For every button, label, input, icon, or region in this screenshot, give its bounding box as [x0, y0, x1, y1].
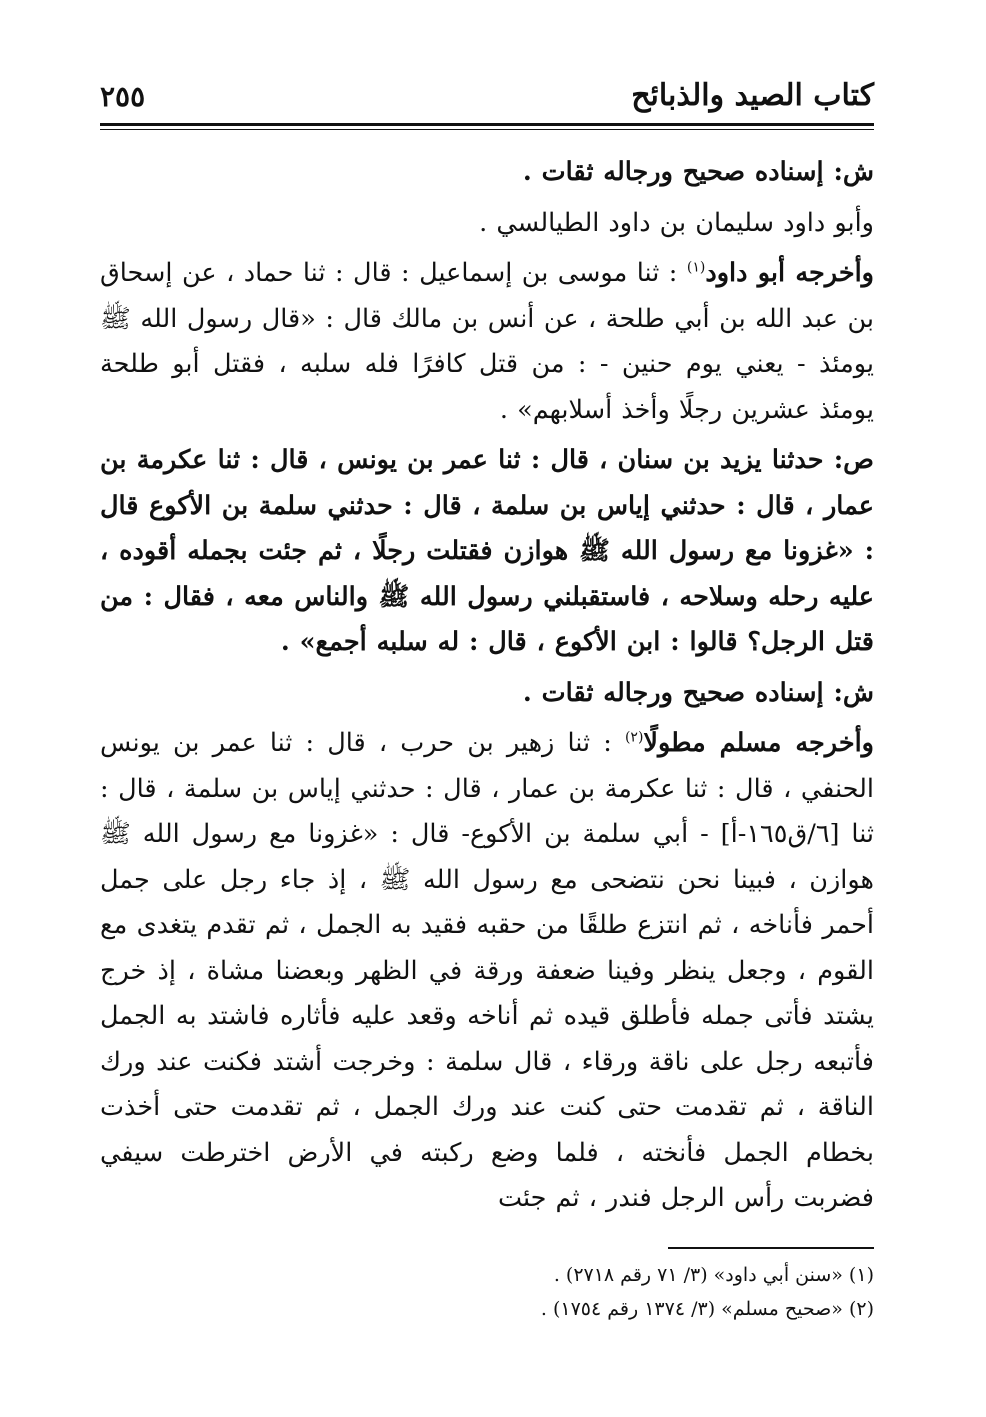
footnote-2: (٢) «صحيح مسلم» (٣/ ١٣٧٤ رقم ١٧٥٤) . — [540, 1298, 874, 1320]
footnote-1: (١) «سنن أبي داود» (٣/ ٧١ رقم ٢٧١٨) . — [553, 1264, 874, 1286]
body-text — [100, 150, 874, 1227]
paragraph-text: : ثنا موسى بن إسماعيل : قال : ثنا حماد ، عن إسحاق بن عبد الله بن أبي طلحة ، عن أنس بن مالك قال : «قال رسول الله ﷺ يومئذ - يعني يوم حنين - : من قتل كافرًا فله سلبه ، فقتل أبو طلحة يومئذ عشرين رجلًا وأخذ أسلابهم» . — [100, 258, 874, 425]
paragraph-text: : ثنا زهير بن حرب ، قال : ثنا عمر بن يونس الحنفي ، قال : ثنا عكرمة بن عمار ، قال : حدثني إياس بن سلمة ، قال : ثنا [٦/ق١٦٥-أ] - أبي سلمة بن الأكوع- قال : «غزونا مع رسول الله ﷺ هوازن ، فبينا نحن نتضحى مع رسول الله ﷺ ، إذ جاء رجل على جمل أحمر فأناخه ، ثم انتزع طلقًا من حقبه فقيد به الجمل ، ثم تقدم يتغدى مع القوم ، وجعل ينظر وفينا ضعفة ورقة في الظهر وبعضنا مشاة ، إذ خرج يشتد فأتى جمله فأطلق قيده ثم أناخه وقعد عليه فأثاره فاشتد به الجمل فأتبعه رجل على ناقة ورقاء ، قال سلمة : وخرجت أشتد فكنت عند ورك الناقة ، ثم تقدمت حتى كنت عند ورك الجمل ، ثم تقدمت حتى أخذت بخطام الجمل فأنخته ، فلما وضع ركبته في الأرض اخترطت سيفي فضربت رأس الرجل فندر ، ثم جئت — [100, 728, 874, 1213]
paragraph-muslim-takhrij — [100, 721, 874, 1222]
paragraph-text: ش: إسناده صحيح ورجاله ثقات . — [522, 677, 874, 708]
header-rule — [100, 123, 874, 126]
paragraph-abu-dawud-takhrij — [100, 251, 874, 433]
header-rule-thin — [100, 129, 874, 130]
running-title: كتاب الصيد والذبائح — [631, 78, 874, 113]
footnote-separator — [668, 1247, 874, 1249]
paragraph-abu-dawud-tayalisi — [100, 201, 874, 247]
paragraph-lead: وأخرجه أبو داود — [705, 258, 875, 288]
paragraph-text: ص: حدثنا يزيد بن سنان ، قال : ثنا عمر بن يونس ، قال : ثنا عكرمة بن عمار ، قال : حدثني إياس بن سلمة ، قال : حدثني سلمة بن الأكوع قال : «غزونا مع رسول الله ﷺ هوازن فقتلت رجلًا ، ثم جئت بجمله أقوده ، عليه رحله وسلاحه ، فاستقبلني رسول الله ﷺ والناس معه ، فقال : من قتل الرجل؟ قالوا : ابن الأكوع ، قال : له سلبه أجمع» . — [100, 445, 874, 657]
paragraph-sharh-2 — [100, 671, 874, 717]
paragraph-matn — [100, 438, 874, 666]
footnote-ref-1[interactable]: (١) — [686, 259, 706, 276]
footnotes — [100, 1260, 874, 1328]
paragraph-text: ش: إسناده صحيح ورجاله ثقات . — [522, 157, 874, 187]
footnote-ref-2[interactable]: (٢) — [624, 729, 644, 746]
page-header — [100, 72, 874, 122]
page-number: ٢٥٥ — [100, 80, 146, 113]
paragraph-text: وأبو داود سليمان بن داود الطيالسي . — [479, 207, 874, 238]
paragraph-sharh-1 — [100, 150, 874, 196]
paragraph-lead: وأخرجه مسلم مطولًا — [643, 728, 874, 758]
